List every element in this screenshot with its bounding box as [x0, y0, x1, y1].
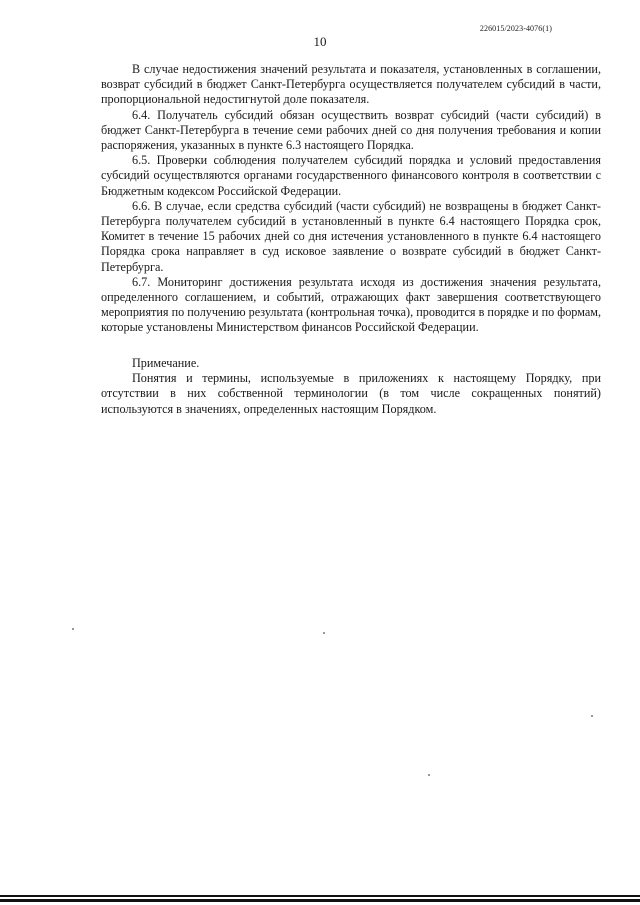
paragraph-6-7: 6.7. Мониторинг достижения результата исходя из достижения значения результата, определенного соглашением, и событий, отражающих факт завершения соответствующего мероприятия по получению результата (контрольная точка), проводится в порядке и по формам, которые установлены Министерством финансов Российской Федерации. [101, 274, 601, 335]
paragraph-return-of-subsidies: В случае недостижения значений результата и показателя, установленных в соглашении, возврат субсидий в бюджет Санкт-Петербурга осуществляется получателем субсидий в части, пропорциональной недостигнутой доле показателя. [101, 62, 601, 107]
paragraph-6-4: 6.4. Получатель субсидий обязан осуществить возврат субсидий (части субсидий) в бюджет Санкт-Петербурга в течение семи рабочих дней со дня получения требования и копии распоряжения, указанных в пункте 6.3 настоящего Порядка. [101, 107, 601, 153]
scan-speck [591, 715, 593, 717]
note-title: Примечание. [132, 356, 200, 370]
note-section [101, 356, 601, 417]
paragraph-6-5: 6.5. Проверки соблюдения получателем субсидий порядка и условий предоставления субсидий осуществляются органами государственного финансового контроля в соответствии с Бюджетным кодексом Российской Федерации. [101, 153, 601, 198]
note-text: Понятия и термины, используемые в приложениях к настоящему Порядку, при отсутствии в них собственной терминологии (в том числе сокращенных понятий) используются в значениях, определенных настоящим Порядком. [101, 371, 601, 416]
document-body [101, 62, 601, 336]
page-number: 10 [313, 34, 327, 49]
scan-speck [323, 632, 325, 634]
scan-speck [72, 628, 74, 630]
paragraph-6-6: 6.6. В случае, если средства субсидий (части субсидий) не возвращены в бюджет Санкт-Петербурга получателем субсидий в установленный в пункте 6.4 настоящего Порядка срок, Комитет в течение 15 рабочих дней со дня истечения установленного в пункте 6.4 настоящего Порядка срока направляет в суд исковое заявление о возврате субсидий в бюджет Санкт-Петербурга. [101, 198, 601, 274]
scan-speck [428, 774, 430, 776]
scan-bottom-edge [0, 895, 640, 897]
scan-bottom-edge [0, 899, 640, 902]
document-id: 226015/2023-4076(1) [479, 24, 552, 33]
